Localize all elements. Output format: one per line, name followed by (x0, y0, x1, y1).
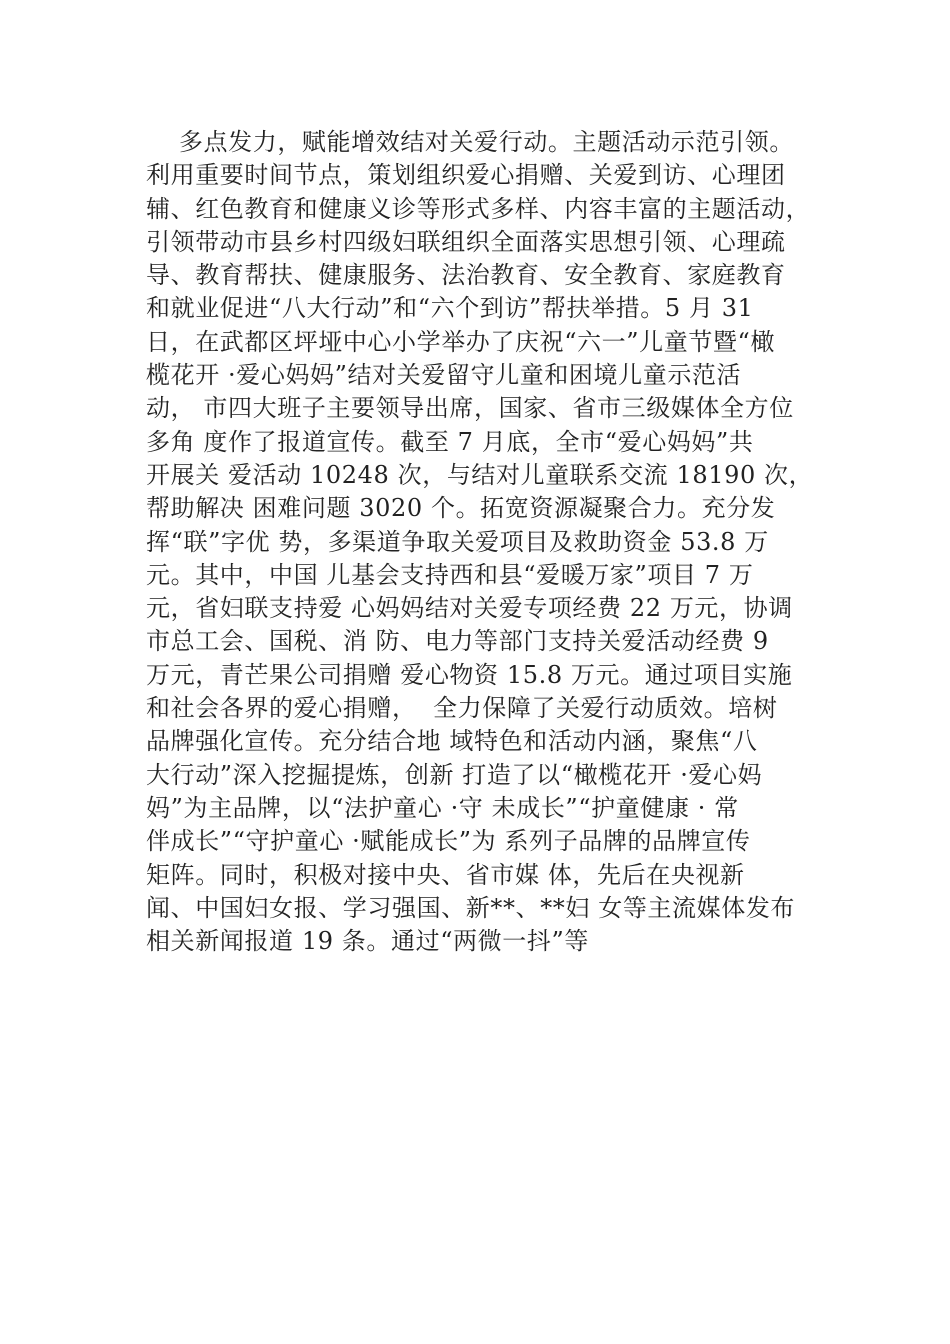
text-line: 利用重要时间节点，策划组织爱心捐赠、关爱到访、心理团 (146, 161, 786, 190)
text-line: 品牌强化宣传。充分结合地 域特色和活动内涵，聚焦“八 (146, 727, 758, 756)
text-line: 挥“联”字优 势，多渠道争取关爱项目及救助资金 53.8 万 (146, 527, 769, 556)
text-line: 和社会各界的爱心捐赠， 全力保障了关爱行动质效。培树 (146, 694, 778, 723)
text-line: 元。其中，中国 儿基会支持西和县“爱暖万家”项目 7 万 (146, 560, 754, 589)
body-paragraph (146, 126, 826, 958)
text-line: 市总工会、国税、消 防、电力等部门支持关爱活动经费 9 (146, 627, 769, 656)
text-line: 元，省妇联支持爱 心妈妈结对关爱专项经费 22 万元，协调 (146, 594, 793, 623)
text-line: 多角 度作了报道宣传。截至 7 月底，全市“爱心妈妈”共 (146, 427, 754, 456)
text-line: 万元，青芒果公司捐赠 爱心物资 15.8 万元。通过项目实施 (146, 660, 793, 689)
text-line: 引领带动市县乡村四级妇联组织全面落实思想引领、心理疏 (146, 227, 786, 256)
text-line: 辅、红色教育和健康义诊等形式多样、内容丰富的主题活动， (146, 194, 811, 223)
text-line: 日，在武都区坪垭中心小学举办了庆祝“六一”儿童节暨“橄 (146, 327, 776, 356)
text-line: 动， 市四大班子主要领导出席，国家、省市三级媒体全方位 (146, 394, 794, 423)
text-line: 和就业促进“八大行动”和“六个到访”帮扶举措。5 月 31 (146, 294, 754, 323)
text-line: 闻、中国妇女报、学习强国、新**、**妇 女等主流媒体发布 (146, 893, 796, 922)
text-line: 帮助解决 困难问题 3020 个。拓宽资源凝聚合力。充分发 (146, 494, 776, 523)
text-line: 矩阵。同时，积极对接中央、省市媒 体，先后在央视新 (146, 860, 745, 889)
text-line: 榄花开 ·爱心妈妈”结对关爱留守儿童和困境儿童示范活 (146, 361, 742, 390)
text-line: 相关新闻报道 19 条。通过“两微一抖”等 (146, 927, 589, 956)
text-line: 妈”为主品牌，以“法护童心 ·守 未成长”“护童健康 · 常 (146, 793, 739, 822)
text-line: 大行动”深入挖掘提炼，创新 打造了以“橄榄花开 ·爱心妈 (146, 760, 763, 789)
text-line: 导、教育帮扶、健康服务、法治教育、安全教育、家庭教育 (146, 261, 786, 290)
text-line: 多点发力，赋能增效结对关爱行动。主题活动示范引领。 (146, 128, 794, 156)
text-line: 开展关 爱活动 10248 次，与结对儿童联系交流 18190 次， (146, 460, 814, 489)
text-line: 伴成长”“守护童心 ·赋能成长”为 系列子品牌的品牌宣传 (146, 827, 751, 856)
